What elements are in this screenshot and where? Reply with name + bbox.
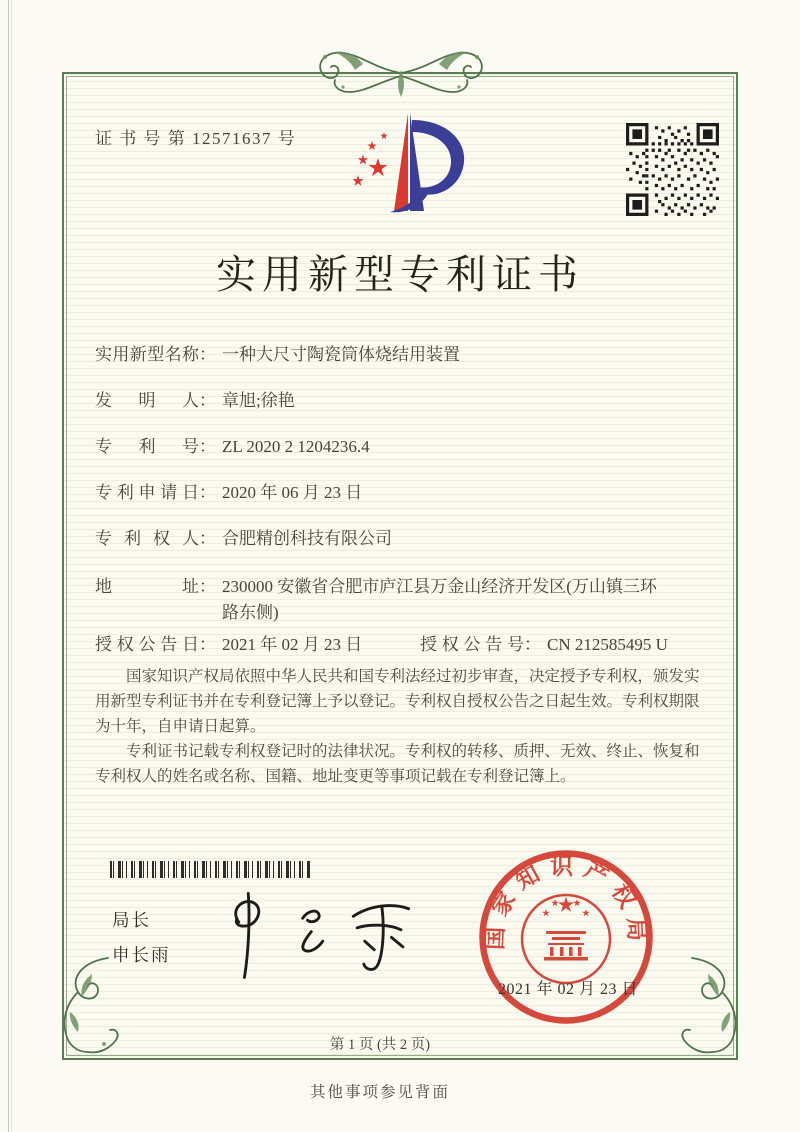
national-emblem-icon: [522, 895, 610, 983]
legal-text: [95, 664, 713, 789]
field-label: 授权公告日: [95, 635, 199, 654]
certificate-title: 实用新型专利证书: [216, 252, 584, 297]
field-colon: ：: [199, 529, 216, 548]
cnipa-logo-icon: [334, 110, 476, 216]
field-label: 授权公告号: [420, 635, 524, 654]
field-label: 专利申请日: [95, 483, 199, 502]
field-value: 章旭;徐艳: [222, 391, 295, 410]
barcode: [110, 861, 311, 878]
field-grant-row: [95, 634, 715, 656]
legal-paragraph-2: 专利证书记载专利权登记时的法律状况。专利权的转移、质押、无效、终止、恢复和专利权人的姓名或名称、国籍、地址变更等事项记载在专利登记簿上。: [95, 743, 700, 785]
field-label: 发明人: [95, 391, 199, 410]
director-name: 申长雨: [112, 945, 171, 965]
field-value: 2020 年 06 月 23 日: [222, 483, 363, 502]
field-value: ZL 2020 2 1204236.4: [222, 437, 370, 456]
field-colon: ：: [199, 437, 216, 456]
field-value: 一种大尺寸陶瓷筒体烧结用装置: [222, 345, 460, 364]
cnipa-seal: [476, 847, 656, 1027]
page-edge-line: [8, 0, 9, 1132]
field-label: 地址: [95, 577, 199, 596]
director-title: 局长: [112, 910, 151, 930]
field-colon: ：: [199, 483, 216, 502]
director-block: [112, 903, 171, 973]
field-filing-date: [95, 482, 715, 504]
field-grant-number: [420, 634, 668, 656]
field-address: [95, 574, 715, 626]
field-patentee: [95, 528, 715, 550]
qr-code-icon: [626, 123, 719, 216]
field-colon: ：: [199, 577, 216, 596]
seal-text: 国家知识产权局: [482, 854, 650, 951]
field-colon: ：: [199, 391, 216, 410]
field-value: 2021 年 02 月 23 日: [222, 635, 363, 654]
field-list: [95, 344, 715, 680]
field-value: CN 212585495 U: [547, 635, 668, 654]
field-value: 合肥精创科技有限公司: [222, 529, 392, 548]
field-utility-model-name: [95, 344, 715, 366]
back-note: 其他事项参见背面: [309, 1084, 450, 1101]
field-colon: ：: [199, 635, 216, 654]
director-signature: [212, 882, 422, 987]
field-patent-number: [95, 436, 715, 458]
page-edge-line-2: [11, 0, 12, 1132]
field-inventor: [95, 390, 715, 412]
page-number: 第 1 页 (共 2 页): [329, 1037, 431, 1053]
certificate-number: 证 书 号 第 12571637 号: [95, 129, 297, 148]
legal-paragraph-1: 国家知识产权局依照中华人民共和国专利法经过初步审查，决定授予专利权，颁发实用新型专利证书并在专利登记簿上予以登记。专利权自授权公告之日起生效。专利权期限为十年，自申请日起算。: [95, 668, 700, 735]
field-label: 实用新型名称: [95, 345, 199, 364]
top-flourish-ornament: [291, 40, 511, 102]
field-value: 230000 安徽省合肥市庐江县万金山经济开发区(万山镇三环路东侧): [222, 577, 657, 622]
field-colon: ：: [524, 635, 541, 654]
field-colon: ：: [199, 345, 216, 364]
field-label: 专利权人: [95, 529, 199, 548]
seal-date: 2021 年 02 月 23 日: [497, 981, 638, 998]
field-label: 专利号: [95, 437, 199, 456]
